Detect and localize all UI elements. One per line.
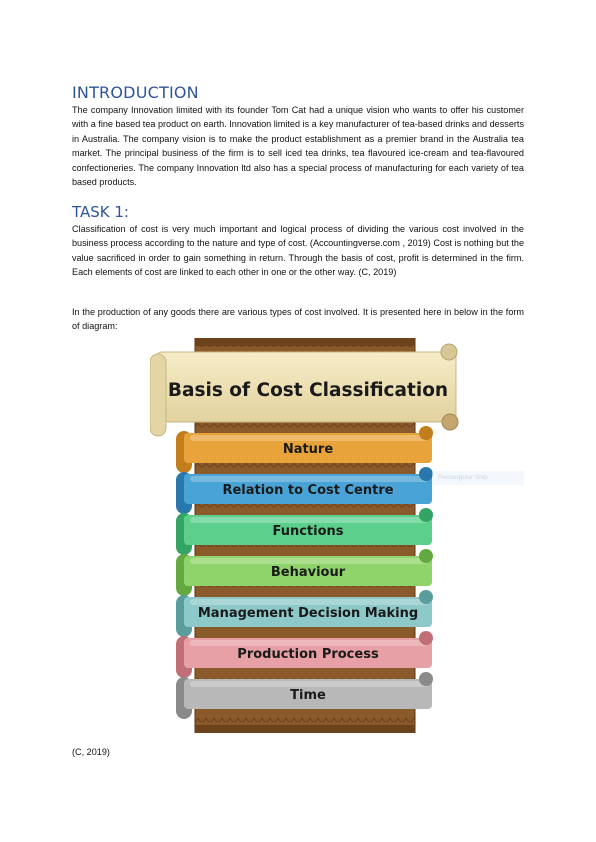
ribbon-label: Behaviour: [270, 565, 346, 580]
task1-paragraph: Classification of cost is very much important and logical process of dividing the various cost involved in the business process according to the nature and type of cost. (Accountingverse.com , 2019) Cost is nothing but the value sacrificed in order to gain something in return. Through the basis of cost, profit is determined in the firm. Each elements of cost are linked to each other in one or the other way. (C, 2019): [72, 224, 524, 278]
snip-overlay-label: Rectangular Snip: [432, 471, 524, 485]
task1-heading: TASK 1:: [72, 203, 129, 221]
ribbon-highlight: [190, 599, 428, 605]
ribbon-highlight: [190, 681, 428, 687]
ribbon-end-curl: [419, 590, 433, 604]
ribbon-end-curl: [419, 508, 433, 522]
ribbon-highlight: [190, 476, 428, 482]
ribbon-label: Production Process: [237, 647, 379, 662]
ribbon-highlight: [190, 558, 428, 564]
ribbon-label: Nature: [282, 442, 334, 457]
ribbon-label: Functions: [272, 524, 344, 539]
ribbon-end-curl: [419, 672, 433, 686]
ribbon-end-curl: [419, 631, 433, 645]
citation: (C, 2019): [72, 747, 110, 757]
production-paragraph: In the production of any goods there are various types of cost involved. It is presented here in below in the form of diagram:: [72, 307, 524, 332]
ribbon-label: Time: [290, 688, 326, 703]
introduction-heading: INTRODUCTION: [72, 83, 199, 102]
cost-classification-diagram: [150, 338, 462, 733]
ribbon-highlight: [190, 517, 428, 523]
title-scroll: [150, 344, 458, 436]
ribbon-end-curl: [419, 426, 433, 440]
ribbon-highlight: [190, 640, 428, 646]
ribbon-highlight: [190, 435, 428, 441]
ribbon-label: Relation to Cost Centre: [222, 483, 394, 498]
ribbon-end-curl: [419, 549, 433, 563]
diagram-title: Basis of Cost Classification: [167, 380, 449, 401]
ribbon-end-curl: [419, 467, 433, 481]
ribbon-label: Management Decision Making: [197, 606, 419, 621]
intro-paragraph: The company Innovation limited with its founder Tom Cat had a unique vision who wants to offer his customer with a fine based tea product on earth. Innovation limited is a key manufacturer of tea-based drinks and desserts in Australia. The company vision is to make the product establishment as a premier brand in the Australia tea market. The principal business of the firm is to sell iced tea drinks, tea flavoured ice-cream and tea-flavoured confectioneries. The company Innovation ltd also has a special process of manufacturing for each variety of tea based products.: [72, 105, 524, 188]
